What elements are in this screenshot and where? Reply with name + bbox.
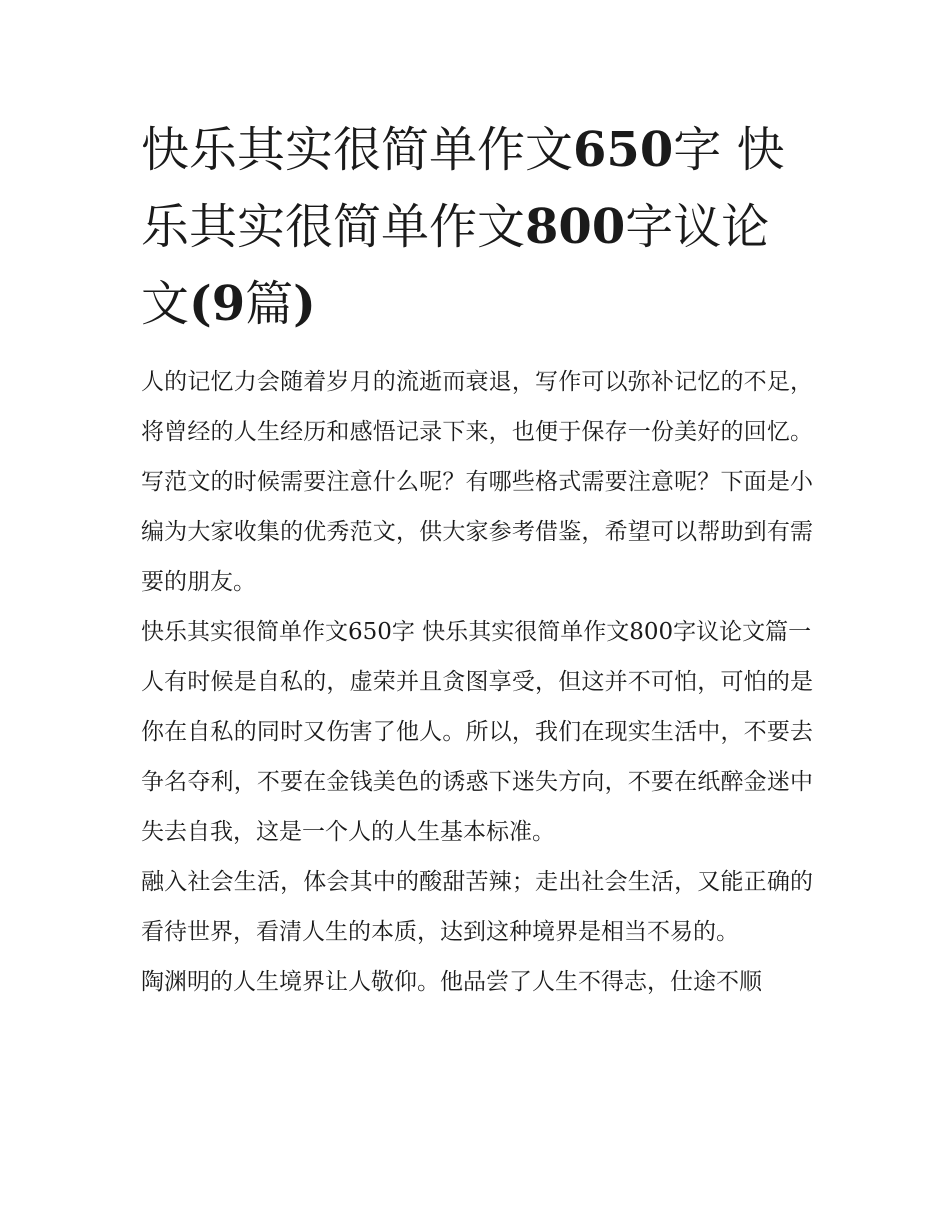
title-part: (9: [189, 276, 246, 332]
title-part: 字议论文: [141, 199, 770, 332]
document-title: [141, 112, 813, 343]
body-paragraph: 陶渊明的人生境界让人敬仰。他品尝了人生不得志，仕途不顺: [141, 969, 762, 995]
body-paragraph: 融入社会生活，体会其中的酸甜苦辣；走出社会生活，又能正确的看待世界，看清人生的本质，达到这种境界是相当不易的。: [141, 869, 813, 945]
title-part: 字 快乐其实很简单作文: [141, 122, 785, 255]
title-part: 篇: [245, 276, 294, 332]
intro-paragraph: 人的记忆力会随着岁月的流逝而衰退，写作可以弥补记忆的不足，将曾经的人生经历和感悟记录下来，也便于保存一份美好的回忆。写范文的时候需要注意什么呢？有哪些格式需要注意呢？下面是小编为大家收集的优秀范文，供大家参考借鉴，希望可以帮助到有需要的朋友。: [141, 369, 813, 595]
title-part: ): [293, 276, 316, 332]
body-paragraph: 人有时候是自私的，虚荣并且贪图享受，但这并不可怕，可怕的是你在自私的同时又伤害了他人。所以，我们在现实生活中，不要去争名夺利，不要在金钱美色的诱惑下迷失方向，不要在纸醉金迷中失去自我，这是一个人的人生基本标准。: [141, 669, 813, 845]
title-part: 快乐其实很简单作文: [141, 122, 574, 178]
document-page: [141, 112, 813, 1007]
title-part: 800: [525, 199, 626, 255]
title-part: 650: [573, 122, 674, 178]
document-body: [141, 357, 813, 1007]
section-heading: 快乐其实很简单作文650字 快乐其实很简单作文800字议论文篇一: [141, 619, 812, 645]
